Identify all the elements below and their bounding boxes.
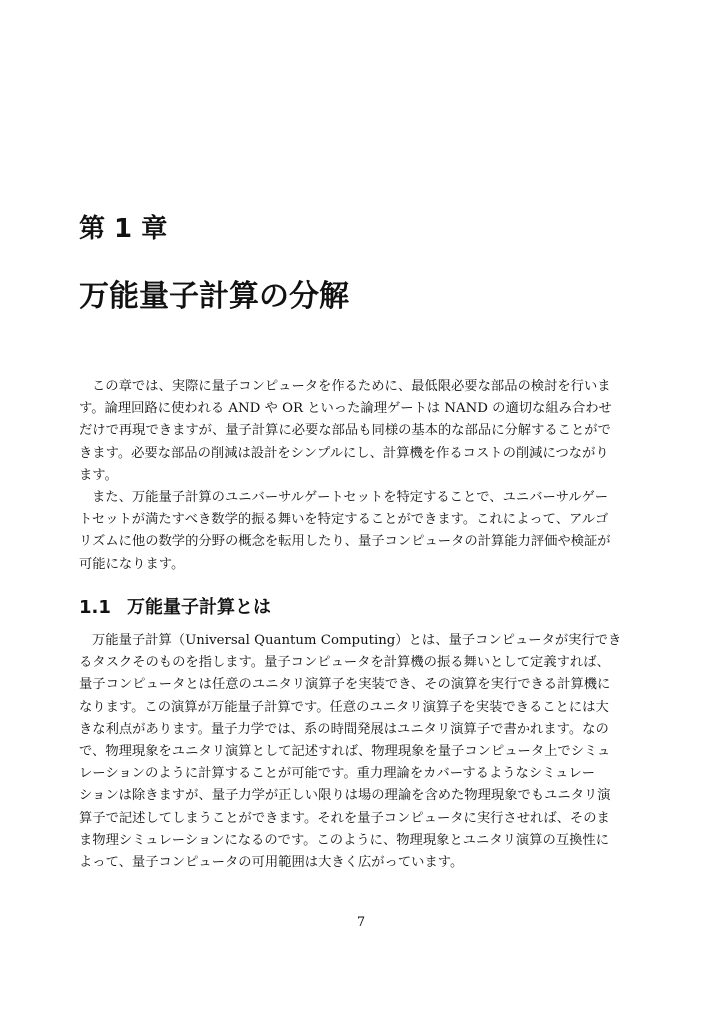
section-number: 1.1 [79, 597, 111, 618]
section-line: ションは除きますが、量子力学が正しい限りは場の理論を含めた物理現象でもユニタリ演 [79, 788, 611, 804]
chapter-label: 第 1 章 [79, 214, 168, 244]
section-heading [79, 594, 271, 622]
intro-line: この章では、実際に量子コンピュータを作るために、最低限必要な部品の検討を行いま [92, 379, 611, 394]
intro-line: また、万能量子計算のユニバーサルゲートセットを特定することで、ユニバーサルゲー [92, 489, 609, 505]
intro-line: きます。必要な部品の削減は設計をシンプルにし、計算機を作るコストの削減につながり [79, 445, 609, 461]
section-line: るタスクそのものを指します。量子コンピュータを計算機の振る舞いとして定義すれば、 [79, 655, 610, 671]
intro-line: だけで再現できますが、量子計算に必要な部品も同様の基本的な部品に分解することがで [79, 423, 611, 439]
intro-line: トセットが満たすべき数学的振る舞いを特定することができます。これによって、アルゴ [79, 512, 609, 528]
intro-line: リズムに他の数学的分野の概念を転用したり、量子コンピュータの計算能力評価や検証が [79, 534, 611, 550]
section-line: ま物理シミュレーションになるのです。このように、物理現象とユニタリ演算の互換性に [79, 832, 610, 848]
section-line: なります。この演算が万能量子計算です。任意のユニタリ演算子を実装できることには大 [79, 699, 609, 715]
intro-line: す。論理回路に使われる AND や OR といった論理ゲートは NAND の適切な組み合わせ [79, 401, 612, 417]
section-line: レーションのように計算することが可能です。重力理論をカバーするようなシミュレー [79, 766, 596, 782]
section-line: で、物理現象をユニタリ演算として記述すれば、物理現象を量子コンピュータ上でシミュ [79, 743, 611, 759]
page-number: 7 [356, 915, 366, 930]
section-line: きな利点があります。量子力学では、系の時間発展はユニタリ演算子で書かれます。なの [79, 721, 609, 737]
section-body [79, 630, 622, 874]
chapter-title: 万能量子計算の分解 [79, 279, 349, 314]
intro-line: 可能になります。 [79, 556, 185, 572]
section-line: 量子コンピュータとは任意のユニタリ演算子を実装でき、その演算を実行できる計算機に [79, 677, 611, 693]
section-line: 万能量子計算（Universal Quantum Computing）とは、量子コンピュータが実行でき [92, 633, 622, 648]
section-line: よって、量子コンピュータの可用範囲は大きく広がっています。 [79, 854, 464, 870]
intro-paragraphs [79, 376, 612, 576]
section-title: 万能量子計算とは [127, 597, 271, 618]
intro-line: ます。 [79, 467, 118, 483]
section-line: 算子で記述してしまうことができます。それを量子コンピュータに実行させれば、そのま [79, 810, 610, 826]
